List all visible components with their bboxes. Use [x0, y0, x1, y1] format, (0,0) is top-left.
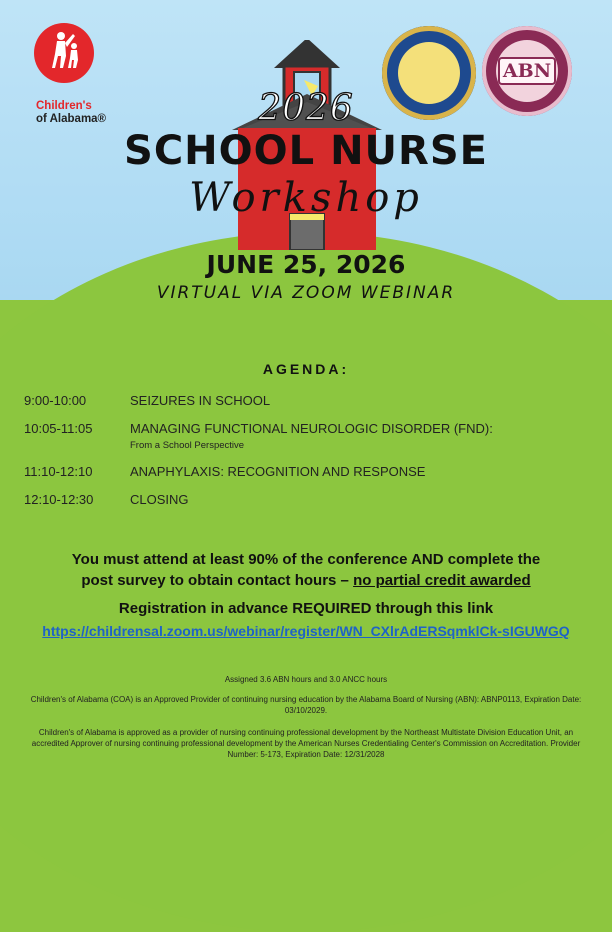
org-name-line2: of Alabama® — [36, 113, 107, 125]
event-year: 2026 — [258, 88, 354, 129]
ancc-approval-text: Children's of Alabama is approved as a provider of nursing continuing professional development by the Northeast Multistate Division Education Unit, an accredited Approver of nursing continuing professional development by the American Nurses Credentialing Center's Commission on Accreditation. Provider Number: 5-173, Expiration Date: 12/31/2028 — [31, 728, 581, 759]
agenda-time: 10:05-11:05 — [24, 421, 93, 436]
registration-text: Registration in advance REQUIRED through this link — [118, 600, 494, 617]
agenda-item — [24, 464, 594, 479]
requirement-line2: post survey to obtain contact hours – — [81, 572, 349, 589]
registration-link[interactable]: https://childrensal.zoom.us/webinar/register/WN_CXlrAdERSqmklCk-sIGUWGQ — [42, 623, 570, 639]
attendance-requirement — [20, 549, 592, 591]
agenda-item — [24, 393, 594, 408]
event-date: JUNE 25, 2026 — [206, 250, 406, 279]
contact-hours-text: Assigned 3.6 ABN hours and 3.0 ANCC hours — [224, 675, 388, 684]
abn-seal-text: ABN — [498, 57, 556, 85]
org-name-line1: Children's — [36, 100, 92, 112]
agenda-title: ANAPHYLAXIS: RECOGNITION AND RESPONSE — [130, 464, 426, 479]
agenda-title: MANAGING FUNCTIONAL NEUROLOGIC DISORDER (FND): — [130, 421, 493, 436]
title-school-nurse: SCHOOL NURSE — [124, 128, 488, 174]
childrens-of-alabama-logo — [26, 22, 102, 84]
agenda-item — [24, 421, 594, 451]
requirement-line1: You must attend at least 90% of the conference AND complete the — [71, 551, 541, 568]
abn-approval-text: Children's of Alabama (COA) is an Approved Provider of continuing nursing education by the Alabama Board of Nursing (ABN): ABNP0113, Expiration Date: 03/10/2029. — [30, 695, 582, 715]
agenda-time: 11:10-12:10 — [24, 464, 93, 479]
agenda-item — [24, 492, 594, 507]
agenda-heading: AGENDA: — [262, 361, 350, 377]
agenda-title: SEIZURES IN SCHOOL — [130, 393, 271, 408]
agenda-time: 9:00-10:00 — [24, 393, 87, 408]
agenda-title: CLOSING — [130, 492, 189, 507]
agenda-list — [24, 393, 594, 520]
no-partial-credit-text: no partial credit awarded — [353, 572, 531, 589]
agenda-subtitle: From a School Perspective — [130, 440, 245, 451]
event-venue: VIRTUAL VIA ZOOM WEBINAR — [156, 283, 456, 303]
agenda-time: 12:10-12:30 — [24, 492, 94, 507]
title-workshop: Workshop — [189, 175, 423, 221]
